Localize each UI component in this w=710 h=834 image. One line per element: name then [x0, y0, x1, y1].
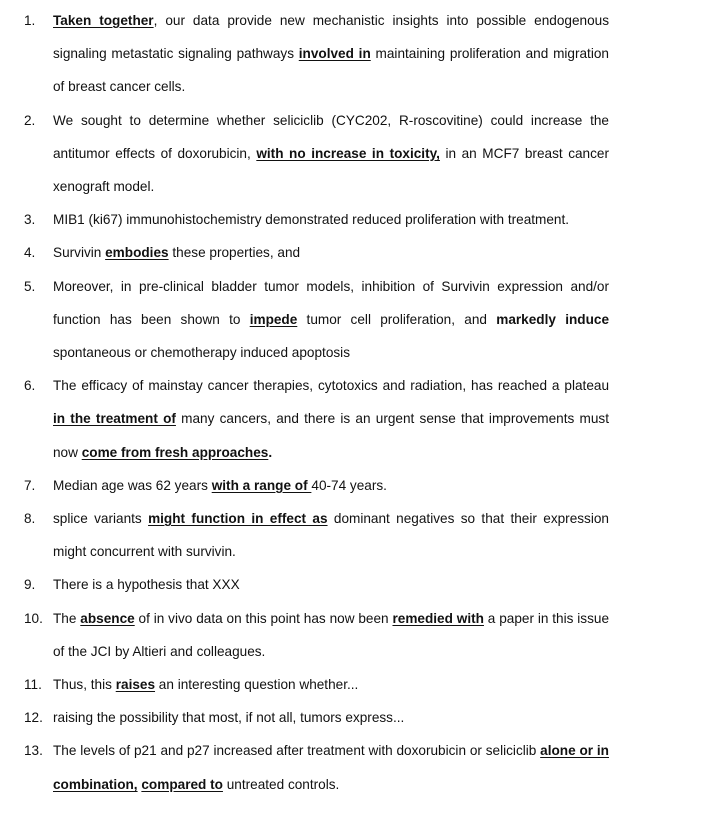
highlighted-phrase: in the treatment of [53, 411, 176, 427]
item-number: 9. [24, 577, 36, 593]
highlighted-phrase: impede [249, 311, 298, 327]
text-segment: The [53, 610, 81, 626]
item-text [53, 113, 609, 194]
item-number: 3. [24, 212, 36, 228]
item-text [53, 212, 569, 227]
item-number: 10. [24, 610, 43, 626]
item-number: 4. [24, 245, 36, 261]
item-text [53, 13, 609, 94]
list-item [0, 734, 609, 800]
list-item [0, 104, 609, 204]
list-item [0, 701, 609, 734]
highlighted-phrase: come from fresh approaches [81, 444, 269, 460]
highlighted-phrase: alone or in combination, [53, 743, 609, 792]
text-segment: untreated controls. [222, 776, 340, 792]
item-text [53, 478, 387, 493]
text-segment: a paper in this issue of the JCI by Altieri and colleagues. [53, 610, 610, 659]
text-segment: maintaining proliferation and migration of breast cancer cells. [53, 46, 609, 95]
text-segment: Survivin [53, 245, 106, 261]
text-segment: We sought to determine whether seliciclib (CYC202, R-roscovitine) could increase the antitumor effects of doxorubicin, [53, 112, 609, 161]
item-number: 5. [24, 278, 36, 294]
item-number: 11. [24, 677, 42, 693]
text-segment: these properties, and [168, 245, 301, 261]
item-text [53, 378, 609, 459]
item-number: 12. [24, 710, 43, 726]
bold-phrase: markedly induce [496, 311, 609, 327]
text-segment: Thus, this [53, 677, 116, 693]
list-item [0, 469, 609, 502]
item-text [53, 743, 609, 791]
example-sentence-list [0, 4, 710, 801]
item-text [53, 611, 609, 659]
highlighted-phrase: with no increase in toxicity, [256, 145, 440, 161]
list-item [0, 203, 609, 236]
list-item [0, 568, 609, 601]
highlighted-phrase: with a range of [211, 477, 312, 493]
text-segment: dominant negatives so that their expression might concurrent with survivin. [53, 511, 609, 560]
item-text [53, 245, 300, 260]
list-item [0, 4, 609, 104]
item-text [53, 577, 240, 592]
text-segment: tumor cell proliferation, and [297, 311, 497, 327]
list-item [0, 369, 609, 469]
list-item [0, 668, 609, 701]
text-segment: spontaneous or chemotherapy induced apoptosis [53, 345, 350, 361]
highlighted-phrase: embodies [105, 245, 169, 261]
item-text [53, 279, 609, 360]
item-number: 7. [24, 477, 36, 493]
text-segment: many cancers, and there is an urgent sense that improvements must now [53, 411, 609, 460]
list-item [0, 502, 609, 568]
text-segment: an interesting question whether... [155, 677, 359, 693]
list-item [0, 602, 609, 668]
highlighted-phrase: compared to [141, 776, 223, 792]
highlighted-phrase: remedied with [392, 610, 484, 626]
item-number: 1. [24, 13, 36, 28]
text-segment: Median age was 62 years [53, 477, 212, 493]
text-segment: of in vivo data on this point has now been [134, 610, 393, 626]
highlighted-phrase: Taken together [53, 13, 154, 28]
item-text [53, 710, 404, 725]
text-segment: MIB1 (ki67) immunohistochemistry demonstrated reduced proliferation with treatment. [53, 212, 570, 228]
item-number: 2. [24, 112, 36, 128]
highlighted-phrase: absence [80, 610, 135, 626]
text-segment: The efficacy of mainstay cancer therapies, cytotoxics and radiation, has reached a plateau [53, 378, 609, 394]
item-number: 8. [24, 511, 36, 527]
text-segment: in an MCF7 breast cancer xenograft model. [53, 145, 609, 195]
text-segment: The levels of p21 and p27 increased after treatment with doxorubicin or seliciclib [53, 743, 541, 759]
text-segment: 40-74 years. [311, 477, 387, 493]
item-text [53, 511, 609, 559]
bold-phrase: . [268, 444, 273, 460]
list-item [0, 270, 609, 370]
text-segment: , our data provide new mechanistic insights into possible endogenous signaling metastatic signaling pathways [53, 13, 610, 62]
item-number: 6. [24, 378, 36, 394]
list-item [0, 236, 609, 269]
item-text [53, 677, 358, 692]
item-number: 13. [24, 743, 43, 759]
text-segment: raising the possibility that most, if not all, tumors express... [53, 710, 405, 726]
highlighted-phrase: raises [115, 677, 156, 693]
highlighted-phrase: might function in effect as [148, 511, 328, 527]
text-segment: Moreover, in pre-clinical bladder tumor models, inhibition of Survivin expression and/or function has been shown to [53, 278, 609, 327]
highlighted-phrase: involved in [298, 46, 371, 62]
text-segment: splice variants [53, 511, 149, 527]
text-segment: There is a hypothesis that XXX [53, 577, 240, 593]
